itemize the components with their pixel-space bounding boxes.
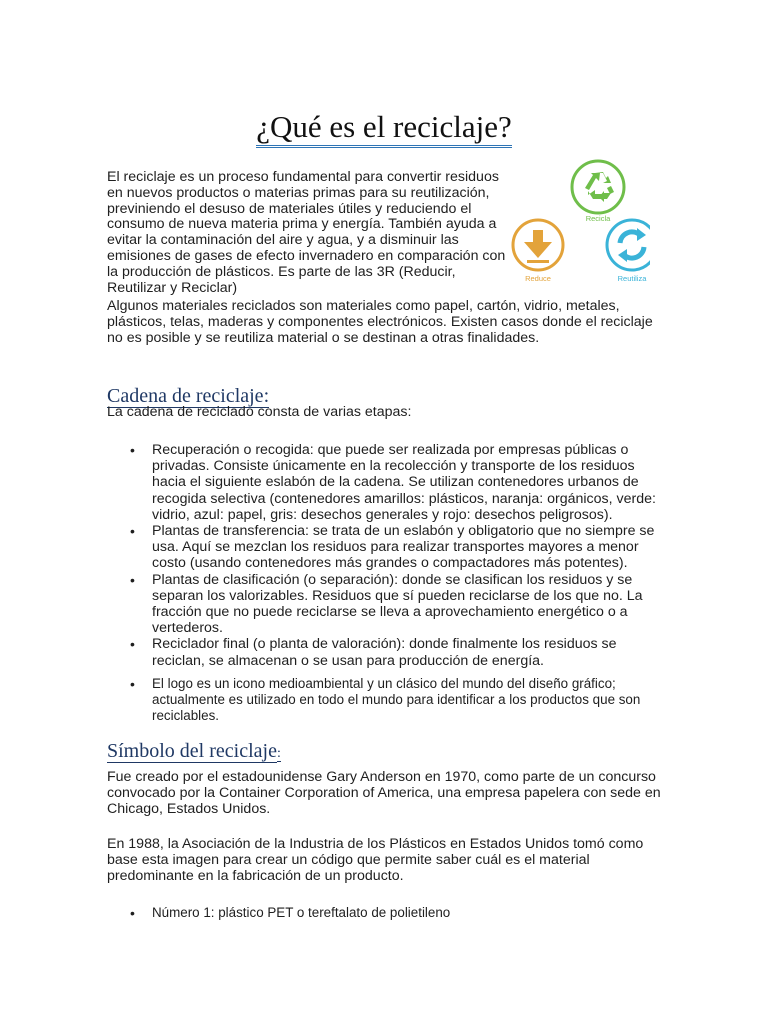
list-item: • El logo es un icono medioambiental y un clásico del mundo del diseño gráfico; actualmente es utilizado en todo el mundo para identificar a los productos que son reciclables.	[130, 676, 660, 724]
list-item: • Plantas de transferencia: se trata de un eslabón y obligatorio que no siempre se usa. Aquí se mezclan los residuos para realizar transportes mayores a menor costo (usando contenedores más grandes o compactadores más potentes).	[130, 523, 660, 572]
recycle-logo	[510, 155, 650, 290]
page-title	[0, 107, 768, 148]
symbol-paragraph-2: En 1988, la Asociación de la Industria de los Plásticos en Estados Unidos tomó como base esta imagen para crear un código que permite saber cuál es el material predominante en la fabricación de un producto.	[107, 836, 644, 884]
logo-label-reduce: Reduce	[525, 274, 551, 283]
materials-paragraph: Algunos materiales reciclados son materiales como papel, cartón, vidrio, metales, plásticos, telas, maderas y componentes electrónicos. Existen casos donde el reciclaje no es posible y se reutiliza material o se destinan a otras finalidades.	[107, 298, 653, 346]
arrow-down-icon	[513, 220, 563, 283]
list-item: • Plantas de clasificación (o separación): donde se clasifican los residuos y se separan los valorizables. Residuos que sí pueden reciclarse de los que no. La fracción que no puede reciclarse se lleva a aprovechamiento energético o a vertederos.	[130, 572, 660, 637]
intro-paragraph: El reciclaje es un proceso fundamental para convertir residuos en nuevos productos o materias primas para su reutilización, previniendo el desuso de materiales útiles y reduciendo el consumo de nueva materia prima y energía. También ayuda a evitar la contaminación del aire y agua, y a disminuir las emisiones de gases de efecto invernadero en comparación con la producción de plásticos. Es parte de las 3R (Reducir, Reutilizar y Reciclar)	[107, 169, 506, 296]
heading-colon: :	[276, 746, 281, 761]
section-heading-symbol: Símbolo del reciclaje:	[107, 740, 281, 762]
list-item: • Número 1: plástico PET o tereftalato de polietileno	[130, 905, 660, 921]
chain-intro: La cadena de reciclado consta de varias etapas:	[107, 404, 412, 420]
list-item: • Recuperación o recogida: que puede ser realizada por empresas públicas o privadas. Consiste únicamente en la recolección y transporte de los residuos hacia el siguiente eslabón de la cadena. Se utilizan contenedores urbanos de recogida selectiva (contenedores amarillos: plásticos, naranja: orgánicos, verde: vidrio, azul: papel, gris: desechos generales y rojo: desechos peligrosos).	[130, 442, 660, 523]
list-item: • Reciclador final (o planta de valoración): donde finalmente los residuos se reciclan, se almacenan o se usan para producción de energía.	[130, 636, 660, 668]
symbol-paragraph-1: Fue creado por el estadounidense Gary Anderson en 1970, como parte de un concurso convocado por la Container Corporation of America, una empresa papelera con sede en Chicago, Estados Unidos.	[107, 769, 661, 817]
section-heading-chain: Cadena de reciclaje:	[107, 385, 270, 407]
logo-label-recicla: Recicla	[585, 214, 611, 223]
logo-label-reutiliza: Reutiliza	[617, 274, 647, 283]
recycle-icon	[572, 161, 624, 223]
refresh-icon	[607, 220, 650, 283]
symbol-list	[130, 905, 660, 921]
chain-list	[130, 442, 660, 724]
page-title-text: ¿Qué es el reciclaje?	[256, 109, 512, 148]
